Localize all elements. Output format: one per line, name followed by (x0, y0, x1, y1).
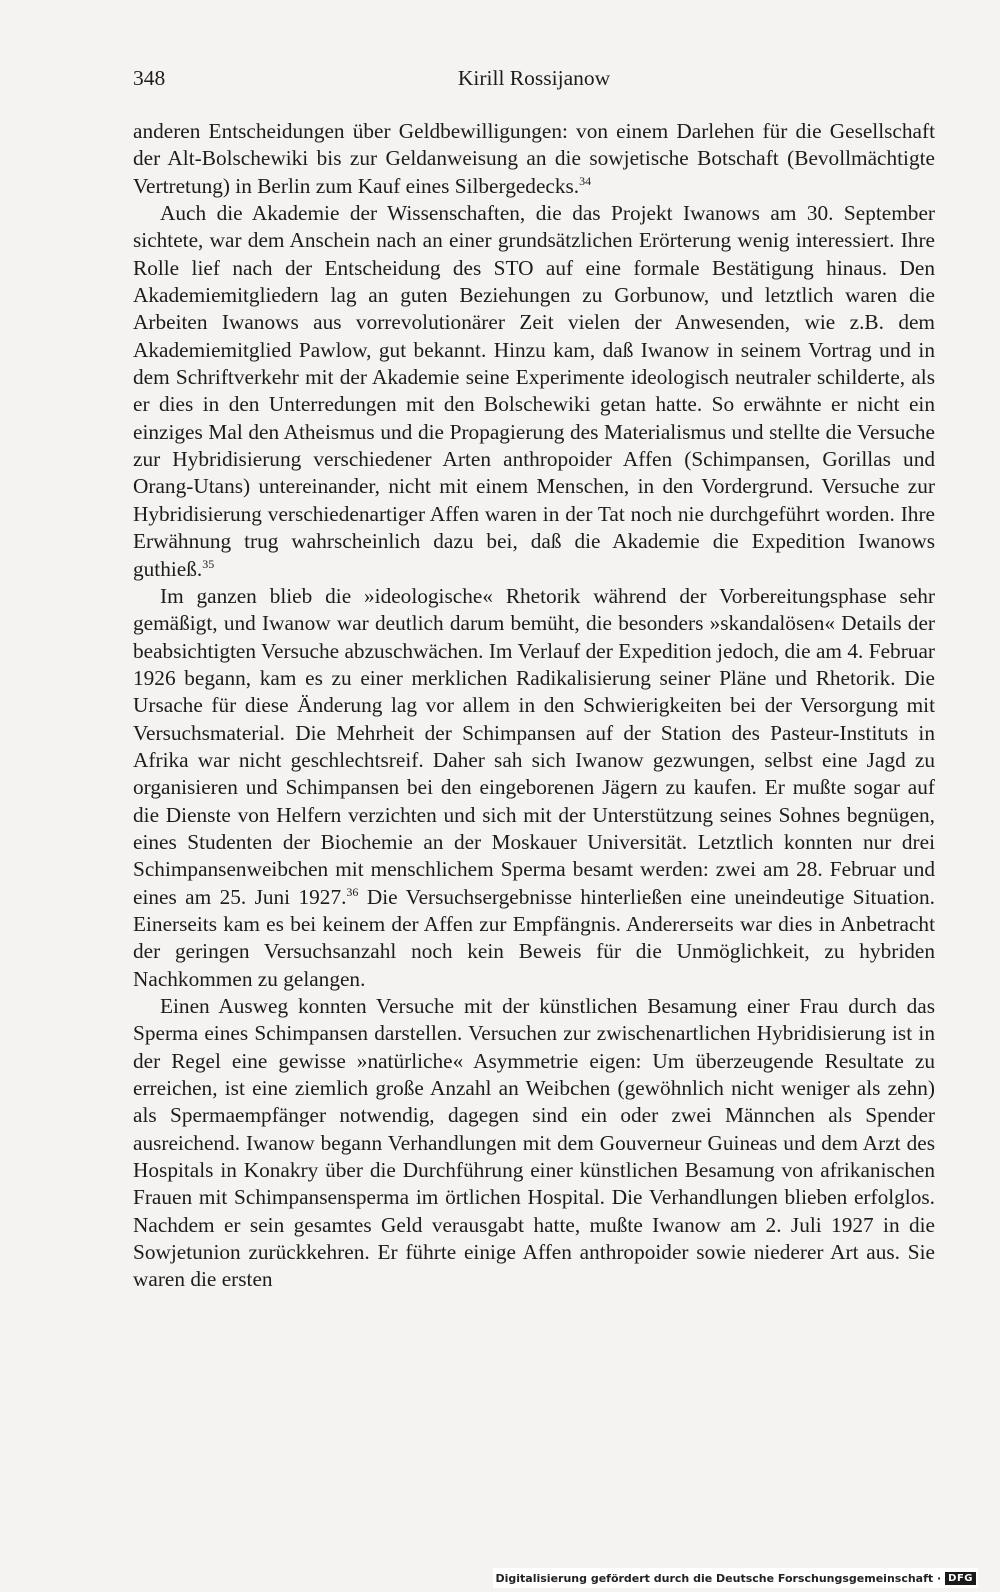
footnote-ref-34: 34 (579, 173, 592, 188)
paragraph-1 (133, 118, 935, 200)
paragraph-text: Im ganzen blieb die »ideologische« Rhetorik während der Vorbereitungsphase sehr gemäßigt, und Iwanow war deutlich darum bemüht, die besonders »skandalösen« Details der beabsichtigten Versuche abzuschwächen. Im Verlauf der Expedition jedoch, die am 4. Februar 1926 begann, kam es zu einer merklichen Radikalisierung seiner Pläne und Rhetorik. Die Ursache für diese Änderung lag vor allem in den Schwierigkeiten bei der Versorgung mit Versuchsmaterial. Die Mehrheit der Schimpansen auf der Station des Pasteur-Instituts in Afrika war nicht geschlechtsreif. Daher sah sich Iwanow gezwungen, selbst eine Jagd zu organisieren und Schimpansen bei den eingeborenen Jägern zu kaufen. Er mußte sogar auf die Dienste von Helfern verzichten und sich mit der Unterstützung seines Sohnes begnügen, eines Studenten der Biochemie an der Moskauer Universität. Letztlich konnten nur drei Schimpansenweibchen mit menschlichem Sperma besamt werden: zwei am 28. Februar und eines am 25. Juni 1927. (133, 583, 935, 909)
footnote-ref-36: 36 (346, 884, 359, 899)
running-head: Kirill Rossijanow (457, 66, 611, 90)
paragraph-text-continued: Die Versuchsergebnisse hinterließen eine uneindeutige Situation. Einerseits kam es bei keinem der Affen zur Empfängnis. Andererseits war dies in Anbetracht der geringen Versuchsanzahl noch kein Beweis für die Unmöglichkeit, zu hybriden Nachkommen zu gelangen. (133, 884, 935, 991)
paragraph-2 (133, 200, 935, 583)
paragraph-text: anderen Entscheidungen über Geldbewilligungen: von einem Darlehen für die Gesellschaft der Alt-Bolschewiki bis zur Geldanweisung an die sowjetische Botschaft (Bevollmächtigte Vertretung) in Berlin zum Kauf eines Silbergedecks. (133, 119, 935, 198)
paragraph-3 (133, 583, 935, 993)
paragraph-text: Einen Ausweg konnten Versuche mit der künstlichen Besamung einer Frau durch das Sperma eines Schimpansen darstellen. Versuchen zur zwischenartlichen Hybridisierung ist in der Regel eine gewisse »natürliche« Asymmetrie eigen: Um überzeugende Resultate zu erreichen, ist eine ziemlich große Anzahl an Weibchen (gewöhnlich nicht weniger als zehn) als Spermaempfänger notwendig, dagegen sind ein oder zwei Männchen als Spender ausreichend. Iwanow begann Verhandlungen mit dem Gouverneur Guineas und dem Arzt des Hospitals in Konakry über die Durchführung einer künstlichen Besamung von afrikanischen Frauen mit Schimpansensperma im örtlichen Hospital. Die Verhandlungen blieben erfolglos. Nachdem er sein gesamtes Geld verausgabt hatte, mußte Iwanow am 2. Juli 1927 in die Sowjetunion zurückkehren. Er führte einige Affen anthropoider sowie niederer Art aus. Sie waren die ersten (133, 994, 935, 1292)
page-header (133, 66, 935, 96)
page-number: 348 (133, 66, 166, 90)
body-text (133, 118, 935, 1294)
footnote-ref-35: 35 (202, 556, 215, 571)
paragraph-4 (133, 993, 935, 1294)
paragraph-text: Auch die Akademie der Wissenschaften, die das Projekt Iwanows am 30. September sichtete, war dem Anschein nach an einer grundsätzlichen Erörterung wenig interessiert. Ihre Rolle lief nach der Entscheidung des STO auf eine formale Bestätigung hinaus. Den Akademiemitgliedern lag an guten Beziehungen zu Gorbunow, und letztlich waren die Arbeiten Iwanows aus vorrevolutionärer Zeit vielen der Anwesenden, wie z.B. dem Akademiemitglied Pawlow, gut bekannt. Hinzu kam, daß Iwanow in seinem Vortrag und in dem Schriftverkehr mit der Akademie seine Experimente ideologisch neutraler schilderte, als er dies in den Unterredungen mit den Bolschewiki getan hatte. So erwähnte er nicht ein einziges Mal den Atheismus und die Propagierung des Materialismus und stellte die Versuche zur Hybridisierung verschiedener Arten anthropoider Affen (Schimpansen, Gorillas und Orang-Utans) untereinander, nicht mit einem Menschen, in den Vordergrund. Versuche zur Hybridisierung verschiedenartiger Affen waren in der Tat noch nie durchgeführt worden. Ihre Erwähnung trug wahrscheinlich dazu bei, daß die Akademie die Expedition Iwanows guthieß. (133, 201, 935, 581)
digitization-footer (493, 1568, 978, 1588)
dfg-logo: DFG (945, 1572, 976, 1585)
footer-text: Digitalisierung gefördert durch die Deutsche Forschungsgemeinschaft · (495, 1571, 942, 1585)
